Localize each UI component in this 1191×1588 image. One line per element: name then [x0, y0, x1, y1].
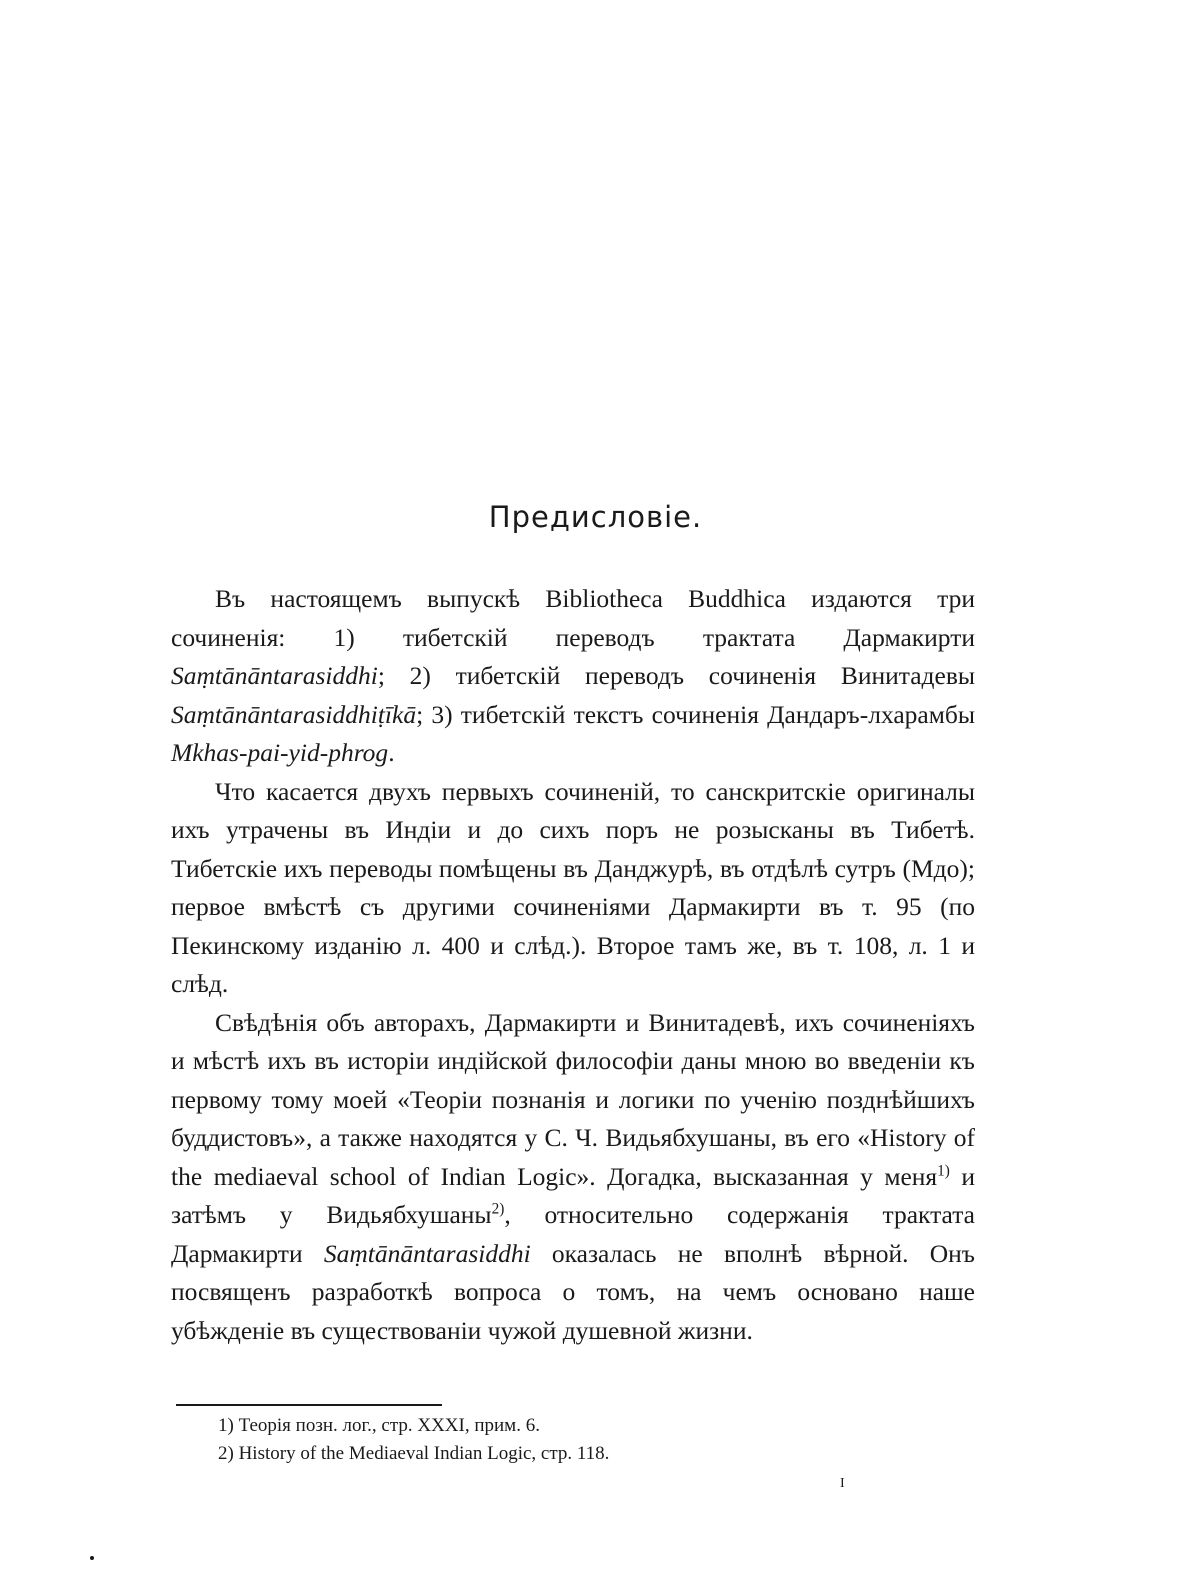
italic-title: Saṃtānāntarasiddhi: [171, 661, 378, 690]
text-segment: и затѣмъ у Видьябхушаны: [171, 1161, 975, 1229]
italic-title: Saṃtānāntarasiddhi: [323, 1238, 531, 1268]
footnote: [218, 1412, 609, 1440]
text-segment: ; 3) тибетскій текстъ сочиненія Дандаръ-лхарамбы: [416, 699, 975, 729]
footnote: [218, 1440, 609, 1468]
scan-mark: [90, 1556, 94, 1560]
footnote-text: Теорія позн. лог., стр. XXXI, прим. 6.: [238, 1415, 540, 1436]
footnote-divider: [176, 1404, 442, 1406]
footnote-marker: 2): [218, 1443, 234, 1464]
italic-title: Saṃtānāntarasiddhiṭīkā: [171, 699, 417, 729]
paragraph: [171, 580, 975, 773]
text-segment: .: [388, 738, 395, 767]
footnote-ref: 2): [491, 1200, 505, 1218]
paragraph: [171, 1004, 975, 1351]
text-segment: оказалась не вполнѣ вѣрной. Онъ посвященъ разработкѣ вопроса о томъ, на чемъ основано наше убѣжденіе въ существованіи чужой душевной жизни.: [171, 1238, 975, 1345]
page-number: I: [840, 1476, 845, 1491]
footnote-text: History of the Mediaeval Indian Logic, стр. 118.: [238, 1443, 610, 1464]
body-text: [171, 580, 975, 1350]
footnote-marker: 1): [218, 1415, 234, 1436]
italic-title: Mkhas-pai-yid-phrog: [171, 738, 389, 767]
paragraph: [171, 773, 975, 1004]
footnotes: [218, 1412, 609, 1468]
text-segment: ; 2) тибетскій переводъ сочиненія Винитадевы: [377, 661, 975, 690]
text-segment: Свѣдѣнія объ авторахъ, Дармакирти и Винитадевѣ, ихъ сочиненіяхъ и мѣстѣ ихъ въ исторіи индійской философіи даны мною во введеніи къ первому тому моей «Теоріи познанія и логики по ученію позднѣйшихъ буддистовъ», а также находятся у С. Ч. Видьябхушаны, въ его «History of the mediaeval school of Indian Logic». Догадка, высказанная у меня: [171, 1007, 975, 1191]
footnote-ref: 1): [937, 1162, 950, 1179]
text-segment: Въ настоящемъ выпускѣ Bibliotheca Buddhica издаются три сочиненія: 1) тибетскій переводъ трактата Дармакирти: [171, 584, 975, 652]
page-title: Предисловіе.: [488, 500, 703, 534]
text-segment: Что касается двухъ первыхъ сочиненій, то санскритскіе оригиналы ихъ утрачены въ Индіи и до сихъ поръ не розысканы въ Тибетѣ. Тибетскіе ихъ переводы помѣщены въ Данджурѣ, въ отдѣлѣ сутръ (Мдо); первое вмѣстѣ съ другими сочиненіями Дармакирти въ т. 95 (по Пекинскому изданію л. 400 и слѣд.). Второе тамъ же, въ т. 108, л. 1 и слѣд.: [171, 776, 975, 998]
text-segment: , относительно содержанія трактата Дармакирти: [171, 1200, 975, 1268]
